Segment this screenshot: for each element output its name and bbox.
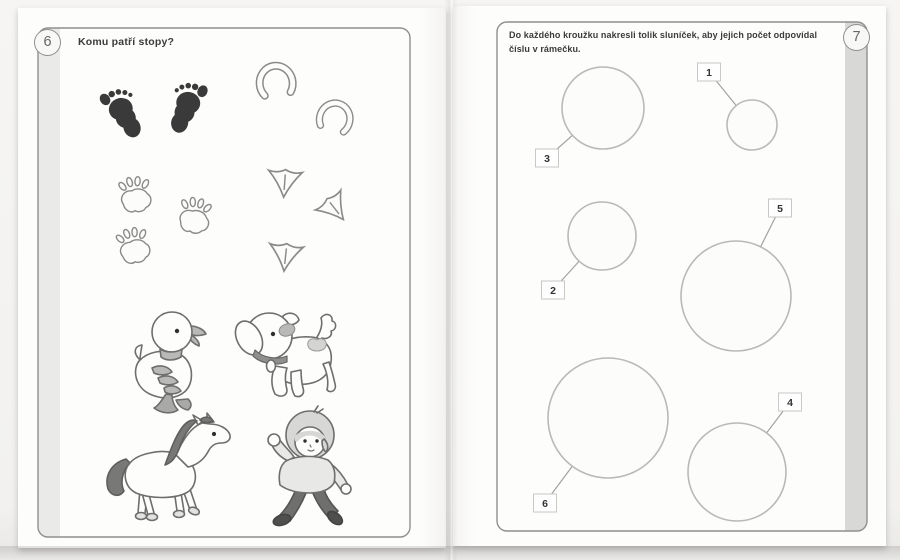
number-box-label: 5	[777, 202, 783, 215]
sun-drawing-circle	[548, 358, 668, 478]
duck-illustration	[135, 312, 206, 413]
number-box-label: 2	[550, 284, 556, 297]
number-box-label: 1	[706, 66, 712, 79]
page-number-badge-6: 6	[34, 29, 61, 56]
webbed-bird-tracks	[267, 168, 356, 272]
sun-drawing-circle	[681, 241, 791, 351]
paw-prints	[114, 175, 214, 266]
page-number-badge-7: 7	[843, 24, 870, 51]
sun-drawing-circle	[688, 423, 786, 521]
right-page-border	[497, 22, 867, 531]
number-box-label: 3	[544, 152, 550, 165]
right-margin-band	[845, 22, 867, 531]
horseshoe-prints	[257, 64, 353, 133]
sun-drawing-circle	[562, 67, 644, 149]
left-page-title: Komu patří stopy?	[78, 36, 175, 48]
left-margin-band	[38, 28, 60, 537]
number-box-label: 6	[542, 497, 548, 510]
instruction-line-2: číslu v rámečku.	[509, 43, 581, 54]
child-illustration	[268, 406, 351, 528]
horse-illustration	[107, 413, 230, 521]
sun-drawing-circle	[568, 202, 636, 270]
human-footprints	[97, 79, 210, 144]
instruction-line-1: Do každého kroužku nakresli tolik sluníček, aby jejich počet odpovídal	[509, 30, 818, 40]
number-box-label: 4	[787, 396, 793, 409]
right-page-instruction	[509, 29, 854, 56]
circles-exercise	[534, 63, 802, 521]
dog-illustration	[230, 313, 336, 397]
sun-drawing-circle	[727, 100, 777, 150]
left-page-border	[38, 28, 410, 537]
